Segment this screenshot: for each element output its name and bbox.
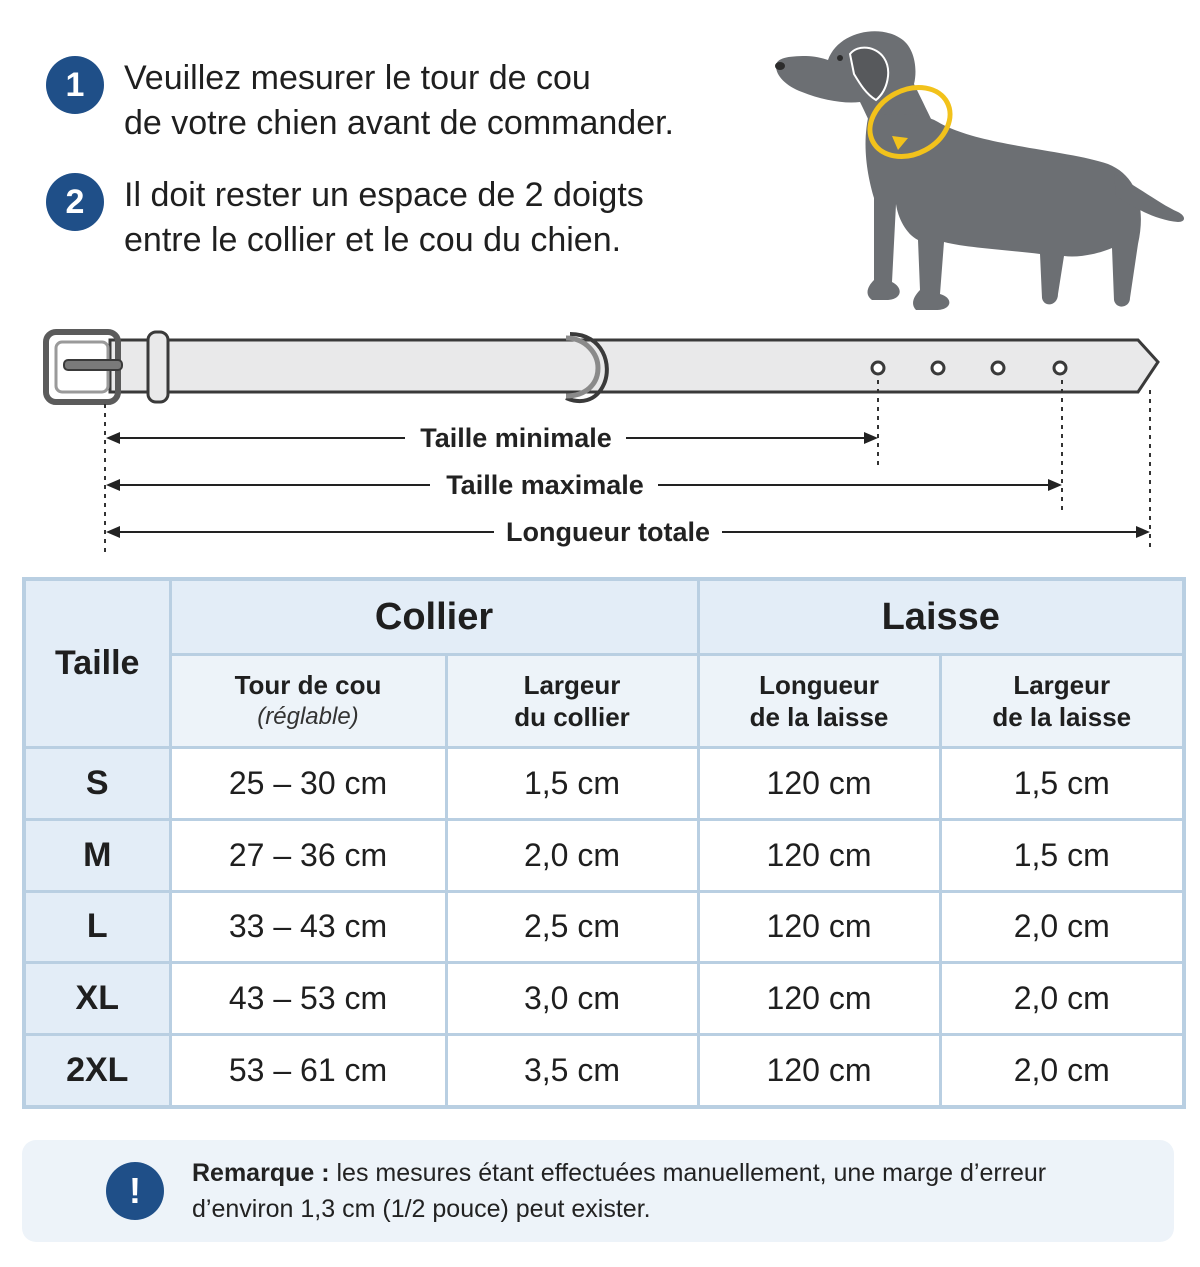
instruction-step-1 — [46, 56, 674, 146]
note-body: les mesures étant effectuées manuellement, une marge d’erreur d’environ 1,3 cm (1/2 pouce) peut exister. — [192, 1159, 1047, 1223]
table-row — [24, 1035, 1184, 1107]
max-size-label: Taille maximale — [446, 470, 644, 500]
leash-length-cell: 120 cm — [698, 963, 940, 1035]
min-size-label: Taille minimale — [420, 423, 612, 453]
neck-cell: 27 – 36 cm — [170, 819, 446, 891]
step-line: entre le collier et le cou du chien. — [124, 221, 622, 259]
step-text — [124, 173, 644, 263]
step-number-badge: 2 — [46, 173, 104, 231]
leash-width-cell: 1,5 cm — [940, 748, 1184, 820]
size-table — [22, 577, 1186, 1109]
leash-width-cell: 2,0 cm — [940, 1035, 1184, 1107]
note-box — [22, 1140, 1174, 1242]
size-cell: 2XL — [24, 1035, 170, 1107]
collar-width-cell: 3,5 cm — [446, 1035, 698, 1107]
table-row — [24, 748, 1184, 820]
table-row — [24, 963, 1184, 1035]
step-line: de votre chien avant de commander. — [124, 104, 674, 142]
table-row — [24, 891, 1184, 963]
leash-width-cell: 2,0 cm — [940, 963, 1184, 1035]
size-cell: L — [24, 891, 170, 963]
size-column-header: Taille — [24, 579, 170, 748]
instruction-step-2 — [46, 173, 644, 263]
leash-group-header: Laisse — [698, 579, 1184, 655]
step-line: Veuillez mesurer le tour de cou — [124, 59, 591, 97]
alert-icon: ! — [106, 1162, 164, 1220]
leash-length-cell: 120 cm — [698, 891, 940, 963]
leash-length-cell: 120 cm — [698, 819, 940, 891]
collar-width-column-header: Largeur du collier — [446, 655, 698, 748]
size-cell: S — [24, 748, 170, 820]
step-text — [124, 56, 674, 146]
size-cell: M — [24, 819, 170, 891]
collar-width-cell: 1,5 cm — [446, 748, 698, 820]
leash-width-cell: 1,5 cm — [940, 819, 1184, 891]
leash-length-cell: 120 cm — [698, 748, 940, 820]
neck-cell: 53 – 61 cm — [170, 1035, 446, 1107]
neck-cell: 25 – 30 cm — [170, 748, 446, 820]
note-text — [192, 1155, 1152, 1227]
collar-width-cell: 2,0 cm — [446, 819, 698, 891]
step-number-badge: 1 — [46, 56, 104, 114]
step-line: Il doit rester un espace de 2 doigts — [124, 176, 644, 214]
leash-length-column-header: Longueur de la laisse — [698, 655, 940, 748]
leash-width-cell: 2,0 cm — [940, 891, 1184, 963]
table-row — [24, 819, 1184, 891]
collar-group-header: Collier — [170, 579, 698, 655]
neck-column-header: Tour de cou (réglable) — [170, 655, 446, 748]
neck-cell: 33 – 43 cm — [170, 891, 446, 963]
size-cell: XL — [24, 963, 170, 1035]
total-length-label: Longueur totale — [506, 517, 710, 547]
dog-illustration — [768, 18, 1188, 328]
leash-width-column-header: Largeur de la laisse — [940, 655, 1184, 748]
neck-cell: 43 – 53 cm — [170, 963, 446, 1035]
leash-length-cell: 120 cm — [698, 1035, 940, 1107]
collar-diagram — [0, 320, 1200, 560]
adjustable-note: (réglable) — [257, 703, 359, 730]
collar-width-cell: 3,0 cm — [446, 963, 698, 1035]
collar-width-cell: 2,5 cm — [446, 891, 698, 963]
note-label: Remarque : — [192, 1159, 330, 1187]
